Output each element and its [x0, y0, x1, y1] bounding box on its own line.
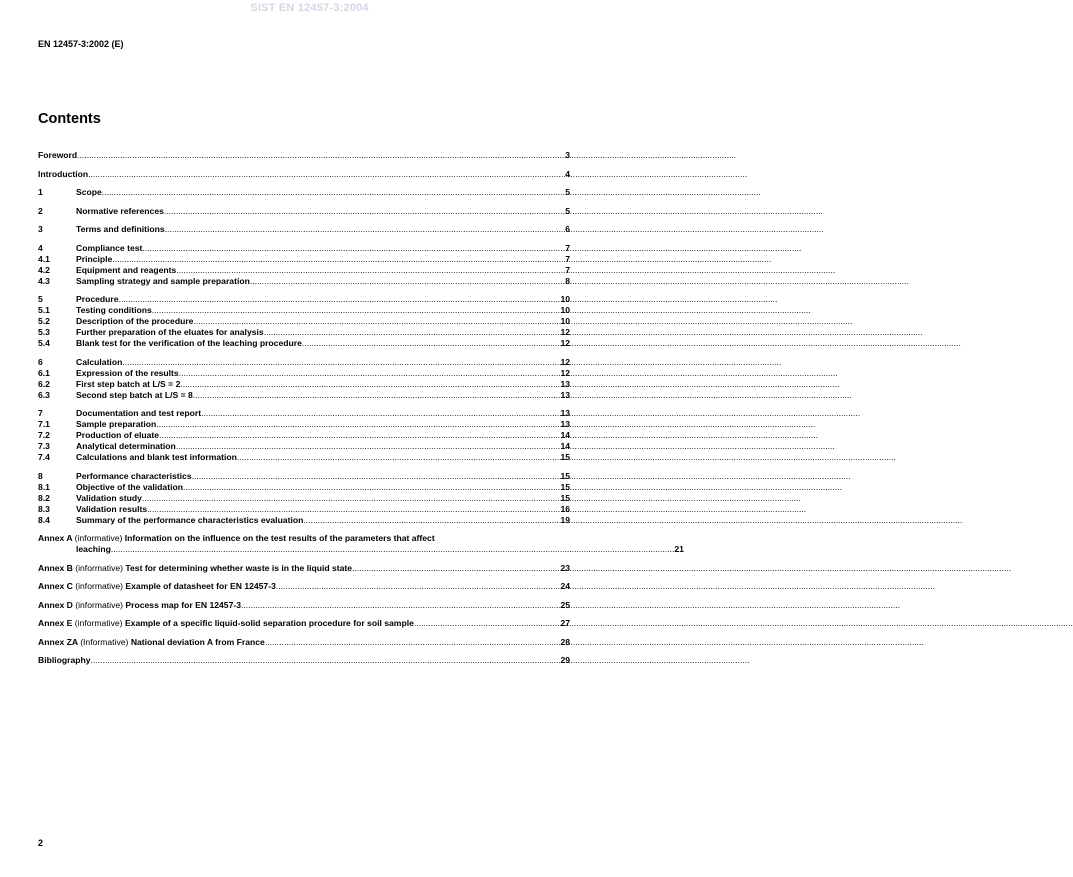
dot-leader: [176, 265, 565, 276]
dot-leader: [159, 430, 560, 441]
toc-entry[interactable]: [38, 327, 570, 338]
dot-leader: [414, 618, 561, 629]
dot-leader: [276, 581, 561, 592]
dot-leader: [152, 305, 561, 316]
toc-page-number: 5: [565, 187, 570, 197]
toc-page-number: 21: [674, 544, 684, 554]
toc-main-entries: [38, 150, 570, 526]
toc-page-number: 12: [560, 327, 570, 337]
dot-leader: [102, 187, 565, 198]
toc-entry-label: Validation results: [76, 503, 148, 514]
toc-entry-number: 8.4: [38, 514, 50, 525]
dot-leader: [237, 452, 561, 463]
dot-leader: [91, 655, 561, 666]
annex-type: (informative): [74, 533, 123, 543]
dot-leader: [250, 276, 565, 287]
toc-entry-number: 7.3: [38, 441, 50, 451]
toc-entry-number: 6.2: [38, 378, 50, 389]
toc-page-number: 3: [565, 150, 570, 160]
dot-leader: [164, 206, 565, 217]
dot-leader: [122, 357, 560, 368]
toc-page-number: 12: [560, 356, 570, 367]
toc-entry-number: 1: [38, 187, 43, 197]
toc-entry-number: 2: [38, 205, 43, 216]
toc-entry[interactable]: [38, 254, 570, 265]
toc-entry-label: Documentation and test report: [76, 408, 202, 418]
toc-page-number: 10: [560, 294, 570, 304]
annex-title: Example of datasheet for EN 12457-3: [125, 581, 276, 591]
annex-title: Example of a specific liquid-solid separation procedure for soil sample: [124, 618, 414, 628]
toc-page-number: 13: [560, 419, 570, 429]
annex-id: Annex ZA: [38, 636, 78, 647]
toc-page-number: 27: [560, 618, 570, 628]
dot-leader: [180, 379, 560, 390]
annex-title-line1: Information on the influence on the test results of the parameters that affect: [124, 533, 435, 543]
toc-page-number: 15: [560, 452, 570, 462]
toc-entry-annex-a[interactable]: [38, 533, 684, 555]
toc-entry-number: 4.2: [38, 264, 50, 275]
toc-page-number: 6: [565, 224, 570, 234]
toc-annex-entries: [38, 555, 570, 648]
toc-entry[interactable]: [38, 430, 570, 441]
dot-leader: [176, 441, 561, 452]
toc-entry[interactable]: [38, 441, 570, 452]
annex-type: (informative): [74, 618, 123, 628]
toc-entry-label: Introduction: [38, 168, 89, 179]
toc-page-number: 12: [560, 367, 570, 378]
toc-entry[interactable]: [38, 471, 570, 482]
toc-page-number: 7: [565, 242, 570, 253]
annex-type: (informative): [75, 562, 124, 573]
toc-page-number: 12: [560, 338, 570, 348]
toc-page-number: 15: [560, 492, 570, 503]
toc-entry-label: Description of the procedure: [76, 316, 194, 326]
toc-entry-number: 7.4: [38, 452, 50, 462]
toc-page-number: 13: [560, 408, 570, 418]
dot-leader: [88, 169, 565, 180]
toc-page-number: 13: [560, 389, 570, 400]
toc-entry-annex[interactable]: [38, 637, 570, 648]
toc-entry-label: Normative references: [76, 205, 164, 216]
toc-entry-number: 8.2: [38, 492, 50, 503]
toc-page-number: 10: [560, 316, 570, 326]
dot-leader: [156, 419, 560, 430]
annex-title: Test for determining whether waste is in the liquid state: [125, 562, 353, 573]
toc-page-number: 19: [560, 514, 570, 525]
toc-page-number: 5: [565, 205, 570, 216]
dot-leader: [352, 563, 560, 574]
toc-entry-number: 8: [38, 470, 43, 481]
annex-id: Annex E: [38, 618, 73, 628]
toc-page-number: 4: [565, 168, 570, 179]
toc-entry-number: 3: [38, 224, 43, 234]
toc-entry[interactable]: [38, 169, 570, 180]
dot-leader: [142, 493, 561, 504]
toc-entry-label: Objective of the validation: [76, 481, 183, 492]
annex-type: (informative): [75, 581, 124, 591]
dot-leader: [265, 637, 561, 648]
toc-entry-label: Testing conditions: [76, 305, 152, 315]
table-of-contents: [38, 150, 684, 666]
toc-entry[interactable]: [38, 243, 570, 254]
toc-page-number: 8: [565, 275, 570, 286]
dot-leader: [192, 471, 561, 482]
watermark: SIST EN 12457-3:2004: [250, 2, 369, 14]
dot-leader: [165, 224, 566, 235]
toc-entry-label: Summary of the performance characteristics evaluation: [76, 514, 304, 525]
annex-title: National deviation A from France: [130, 636, 265, 647]
dot-leader: [111, 544, 674, 554]
toc-entry-annex[interactable]: [38, 581, 570, 592]
annex-id: Annex B: [38, 562, 73, 573]
toc-entry-number: 5.2: [38, 316, 50, 326]
toc-entry-number: 6.1: [38, 367, 50, 378]
toc-entry[interactable]: [38, 504, 570, 515]
dot-leader: [201, 408, 560, 419]
toc-entry-number: 6: [38, 356, 43, 367]
document-identifier: EN 12457-3:2002 (E): [38, 39, 124, 49]
toc-page-number: 28: [560, 636, 570, 647]
toc-entry-label: Expression of the results: [76, 367, 179, 378]
toc-entry[interactable]: [38, 419, 570, 430]
toc-entry-number: 6.3: [38, 389, 50, 400]
dot-leader: [303, 515, 560, 526]
toc-entry[interactable]: [38, 305, 570, 316]
toc-entry[interactable]: [38, 224, 570, 235]
toc-entry[interactable]: [38, 276, 570, 287]
toc-entry[interactable]: [38, 515, 570, 526]
toc-entry-label: Bibliography: [38, 655, 91, 665]
toc-entry[interactable]: [38, 357, 570, 368]
toc-entry-number: 5.4: [38, 338, 50, 348]
page-number: 2: [38, 838, 44, 848]
toc-entry-label: Performance characteristics: [76, 470, 192, 481]
toc-entry-number: 5: [38, 294, 43, 304]
toc-entry[interactable]: [38, 150, 570, 161]
toc-entry-label: Sample preparation: [76, 419, 157, 429]
toc-page-number: 7: [565, 264, 570, 275]
toc-entry[interactable]: [38, 206, 570, 217]
toc-entry[interactable]: [38, 294, 570, 305]
dot-leader: [147, 504, 560, 515]
toc-entry-number: 7: [38, 408, 43, 418]
toc-page-number: 29: [560, 655, 570, 665]
toc-entry-label: Compliance test: [76, 242, 143, 253]
toc-entry-label: First step batch at L/S = 2: [76, 378, 181, 389]
annex-title-line2: leaching: [76, 544, 111, 554]
annex-type: (informative): [75, 599, 124, 610]
toc-entry-label: Foreword: [38, 150, 78, 160]
toc-page-number: 13: [560, 378, 570, 389]
toc-page-number: 24: [560, 581, 570, 591]
toc-page-number: 15: [560, 470, 570, 481]
toc-entry-annex[interactable]: [38, 600, 570, 611]
toc-entry-number: 7.1: [38, 419, 50, 429]
toc-entry-label: Terms and definitions: [76, 224, 165, 234]
toc-page-number: 15: [560, 481, 570, 492]
toc-entry-number: 5.1: [38, 305, 50, 315]
toc-entry[interactable]: [38, 379, 570, 390]
toc-entry-label: Procedure: [76, 294, 119, 304]
toc-entry[interactable]: [38, 482, 570, 493]
toc-entry-label: Analytical determination: [76, 441, 176, 451]
annex-id: Annex D: [38, 599, 73, 610]
toc-entry-label: Calculations and blank test information: [76, 452, 237, 462]
toc-page-number: 14: [560, 430, 570, 440]
toc-entry-bibliography[interactable]: [38, 655, 570, 666]
toc-entry-annex[interactable]: [38, 563, 570, 574]
toc-entry-number: 8.3: [38, 503, 50, 514]
toc-entry[interactable]: [38, 316, 570, 327]
toc-entry-number: 4.3: [38, 275, 50, 286]
toc-page-number: 25: [560, 599, 570, 610]
toc-entry[interactable]: [38, 493, 570, 504]
dot-leader: [302, 338, 561, 349]
toc-entry-label: Equipment and reagents: [76, 264, 177, 275]
dot-leader: [179, 368, 561, 379]
toc-entry[interactable]: [38, 408, 570, 419]
toc-entry-annex[interactable]: [38, 618, 570, 629]
toc-entry[interactable]: [38, 452, 570, 463]
page-title: Contents: [38, 111, 101, 127]
annex-id: Annex C: [38, 581, 73, 591]
toc-entry-label: Sampling strategy and sample preparation: [76, 275, 250, 286]
dot-leader: [193, 316, 560, 327]
dot-leader: [119, 294, 561, 305]
toc-entry-label: Further preparation of the eluates for analysis: [76, 327, 264, 337]
toc-entry-number: 4.1: [38, 253, 50, 264]
toc-entry[interactable]: [38, 368, 570, 379]
toc-entry[interactable]: [38, 265, 570, 276]
toc-entry-label: Scope: [76, 187, 102, 197]
toc-entry[interactable]: [38, 390, 570, 401]
toc-entry-number: 8.1: [38, 481, 50, 492]
toc-entry-label: Calculation: [76, 356, 123, 367]
toc-page-number: 16: [560, 503, 570, 514]
toc-entry-label: Principle: [76, 253, 113, 264]
toc-page-number: 23: [560, 562, 570, 573]
dot-leader: [77, 150, 565, 161]
dot-leader: [264, 327, 561, 338]
toc-entry[interactable]: [38, 338, 570, 349]
dot-leader: [142, 243, 565, 254]
toc-entry[interactable]: [38, 187, 570, 198]
toc-page-number: 10: [560, 305, 570, 315]
toc-page-number: 7: [565, 253, 570, 264]
toc-entry-number: 7.2: [38, 430, 50, 440]
toc-entry-label: Second step batch at L/S = 8: [76, 389, 193, 400]
dot-leader: [241, 600, 560, 611]
annex-title: Process map for EN 12457-3: [125, 599, 242, 610]
annex-id: Annex A: [38, 533, 73, 543]
dot-leader: [193, 390, 561, 401]
toc-entry-label: Validation study: [76, 492, 142, 503]
toc-entry-number: 5.3: [38, 327, 50, 337]
toc-entry-label: Production of eluate: [76, 430, 160, 440]
toc-page-number: 14: [560, 441, 570, 451]
dot-leader: [183, 482, 560, 493]
toc-entry-number: 4: [38, 242, 43, 253]
toc-entry-label: Blank test for the verification of the leaching procedure: [76, 338, 302, 348]
dot-leader: [112, 254, 565, 265]
annex-type: (Informative): [80, 636, 129, 647]
